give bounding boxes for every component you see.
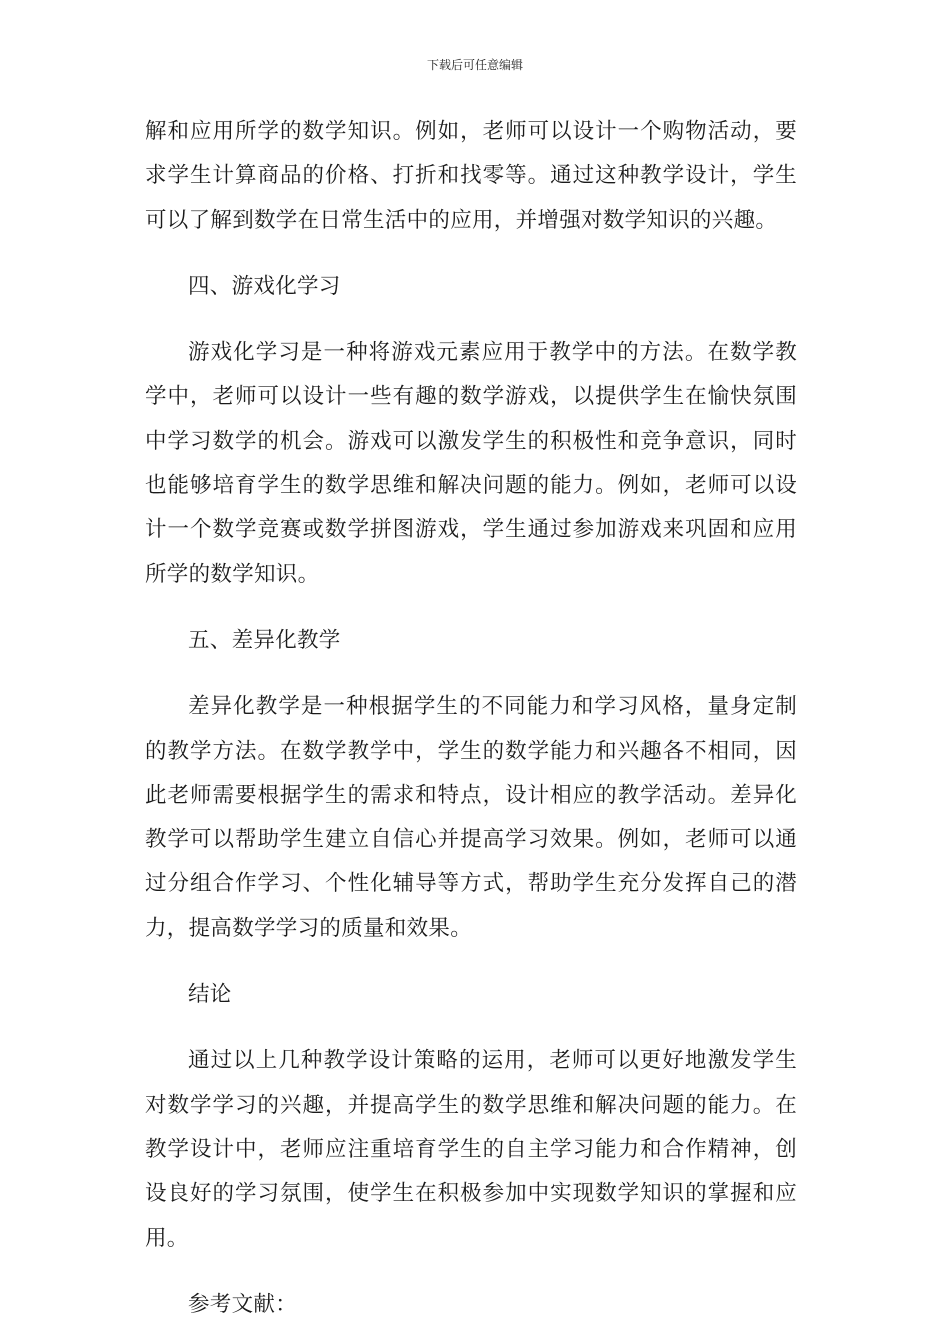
paragraph-conclusion: 通过以上几种教学设计策略的运用，老师可以更好地激发学生对数学学习的兴趣，并提高学生的数学思维和解决问题的能力。在教学设计中，老师应注重培育学生的自主学习能力和合作精神，创设良好的学习氛围，使学生在积极参加中实现数学知识的掌握和应用。 <box>145 1048 797 1251</box>
paragraph-gamified-learning: 游戏化学习是一种将游戏元素应用于教学中的方法。在数学教学中，老师可以设计一些有趣的数学游戏，以提供学生在愉快氛围中学习数学的机会。游戏可以激发学生的积极性和竞争意识，同时也能够培育学生的数学思维和解决问题的能力。例如，老师可以设计一个数学竞赛或数学拼图游戏，学生通过参加游戏来巩固和应用所学的数学知识。 <box>145 340 797 587</box>
section-heading-gamified-learning: 四、游戏化学习 <box>188 273 341 299</box>
paragraph-continued: 解和应用所学的数学知识。例如，老师可以设计一个购物活动，要求学生计算商品的价格、打折和找零等。通过这种教学设计，学生可以了解到数学在日常生活中的应用，并增强对数学知识的兴趣。 <box>145 119 797 233</box>
document-body <box>145 110 797 1327</box>
paragraph-differentiated-teaching: 差异化教学是一种根据学生的不同能力和学习风格，量身定制的教学方法。在数学教学中，学生的数学能力和兴趣各不相同，因此老师需要根据学生的需求和特点，设计相应的教学活动。差异化教学可以帮助学生建立自信心并提高学习效果。例如，老师可以通过分组合作学习、个性化辅导等方式，帮助学生充分发挥自己的潜力，提高数学学习的质量和效果。 <box>145 694 797 941</box>
page-header: 下载后可任意编辑 <box>426 58 523 72</box>
section-heading-references: 参考文献： <box>188 1291 298 1317</box>
section-heading-differentiated-teaching: 五、差异化教学 <box>188 627 341 653</box>
section-heading-conclusion: 结论 <box>188 982 232 1008</box>
